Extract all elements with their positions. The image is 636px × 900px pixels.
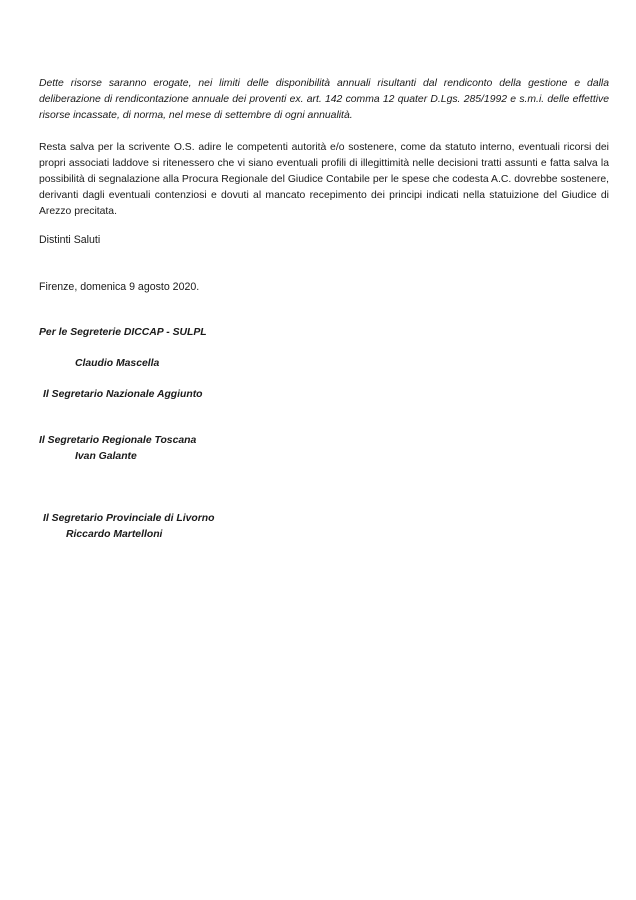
signature-group: Per le Segreterie DICCAP - SULPL <box>39 327 207 338</box>
letter-date: Firenze, domenica 9 agosto 2020. <box>39 281 200 293</box>
signatory-name-provincial: Riccardo Martelloni <box>66 529 163 540</box>
signatory-role-provincial: Il Segretario Provinciale di Livorno <box>43 513 215 524</box>
signatory-name-national: Claudio Mascella <box>75 358 160 369</box>
signatory-role-national: Il Segretario Nazionale Aggiunto <box>43 389 203 400</box>
paragraph-rights-reserved: Resta salva per la scrivente O.S. adire le competenti autorità e/o sostenere, come da statuto interno, eventuali ricorsi dei propri associati laddove si ritenessero che vi siano eventuali profili di illegittimità nelle decisioni tratti assunti e fatta salva la possibilità di segnalazione alla Procura Regionale del Giudice Contabile per le spese che codesta A.C. dovrebbe sostenere, derivanti dagli eventuali contenziosi e dovuti al mancato recepimento dei principi indicati nella statuizione del Giudice di Arezzo precitata. <box>39 142 609 217</box>
salutation: Distinti Saluti <box>39 234 101 246</box>
signatory-role-regional: Il Segretario Regionale Toscana <box>39 435 197 446</box>
signatory-name-regional: Ivan Galante <box>75 451 137 462</box>
paragraph-funding: Dette risorse saranno erogate, nei limiti delle disponibilità annuali risultanti dal rendiconto della gestione e dalla deliberazione di rendicontazione annuale dei proventi ex. art. 142 comma 12 quater D.Lgs. 285/1992 e s.m.i. delle effettive risorse incassate, di norma, nel mese di settembre di ogni annualità. <box>39 78 609 121</box>
